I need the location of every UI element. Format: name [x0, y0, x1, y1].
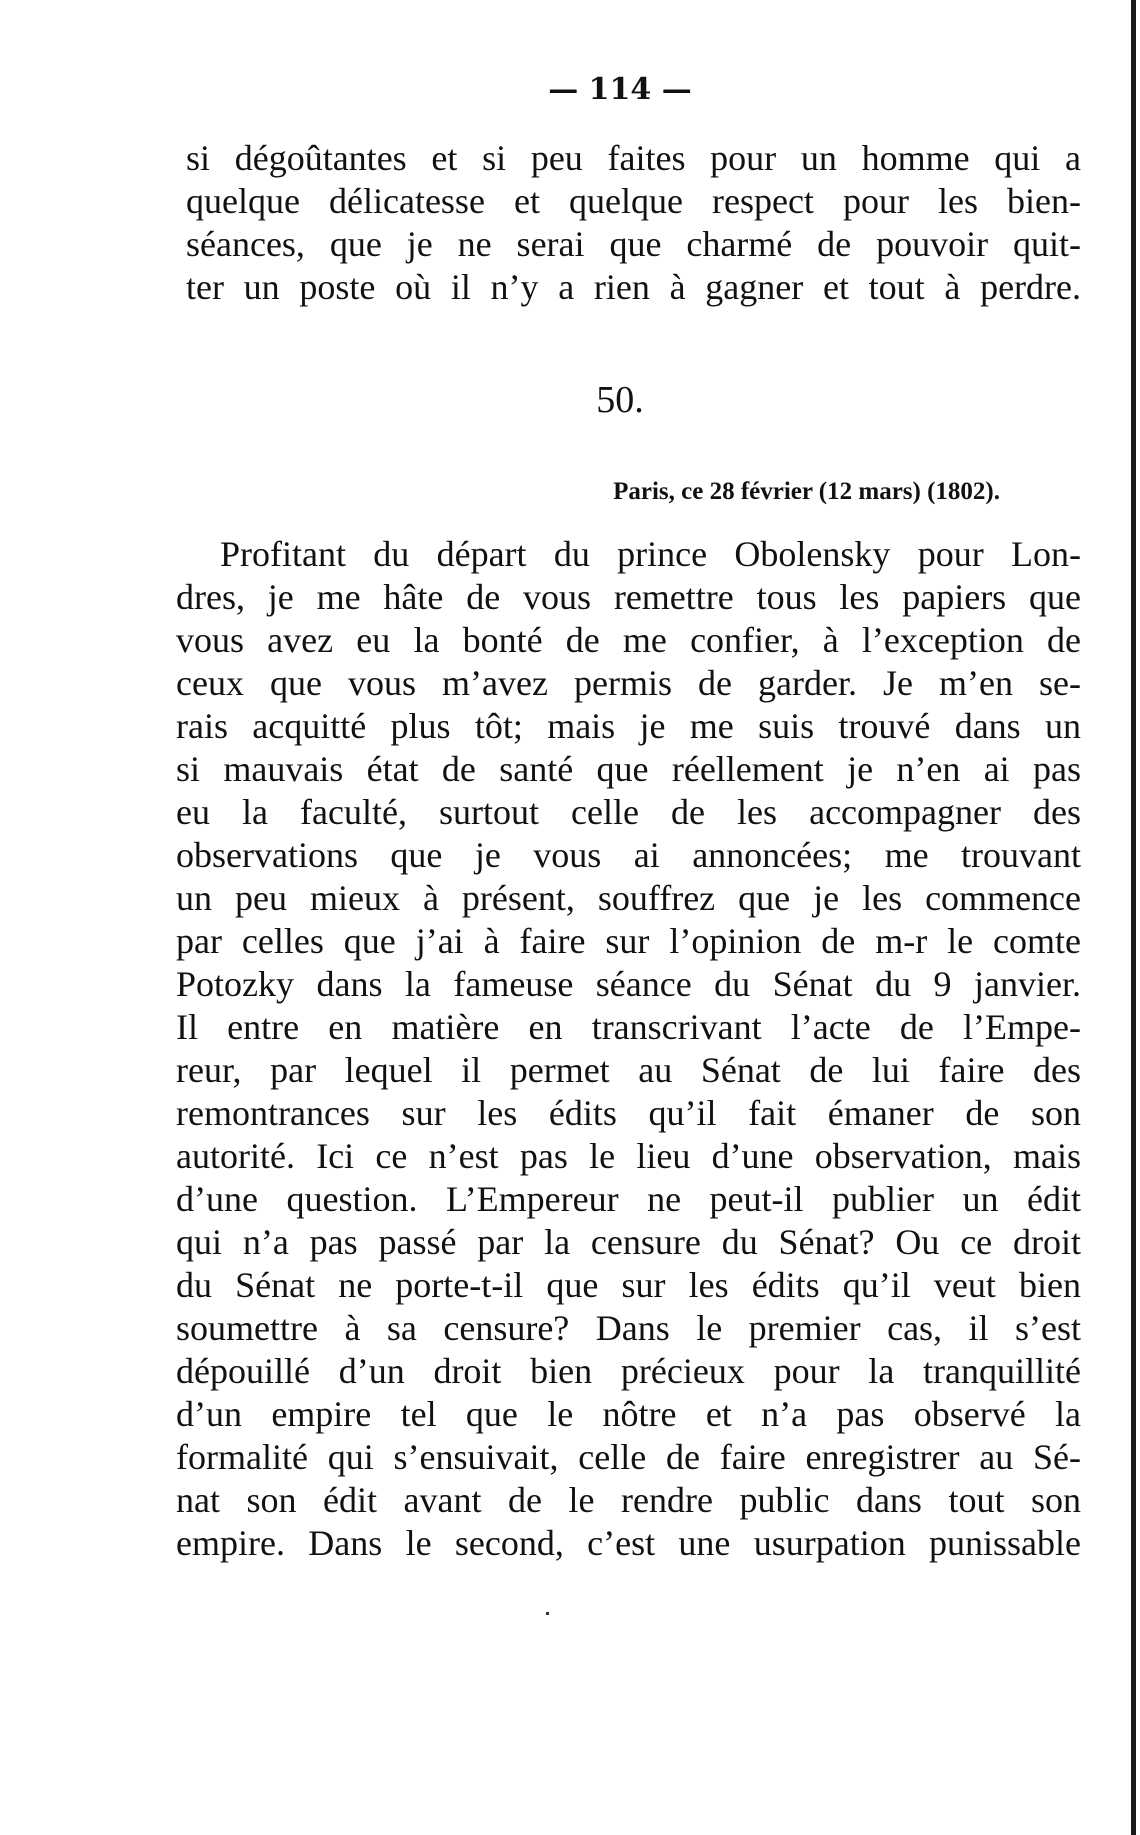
text-line: qui n’a pas passé par la censure du Sénat? Ou ce droit: [176, 1222, 1081, 1262]
text-line: par celles que j’ai à faire sur l’opinion de m-r le comte: [176, 921, 1081, 961]
text-line: si dégoûtantes et si peu faites pour un homme qui a: [186, 138, 1081, 178]
text-line: soumettre à sa censure? Dans le premier cas, il s’est: [176, 1308, 1081, 1348]
letter-dateline: Paris, ce 28 février (12 mars) (1802).: [613, 478, 1000, 505]
text-line: Profitant du départ du prince Obolensky pour Lon-: [220, 534, 1081, 574]
text-line: reur, par lequel il permet au Sénat de lui faire des: [176, 1050, 1081, 1090]
text-line: ter un poste où il n’y a rien à gagner et tout à perdre.: [186, 267, 1081, 307]
text-line: dres, je me hâte de vous remettre tous les papiers que: [176, 577, 1081, 617]
text-line: nat son édit avant de le rendre public dans tout son: [176, 1480, 1081, 1520]
text-line: d’une question. L’Empereur ne peut-il publier un édit: [176, 1179, 1081, 1219]
text-line: séances, que je ne serai que charmé de pouvoir quit-: [186, 224, 1081, 264]
text-line: si mauvais état de santé que réellement je n’en ai pas: [176, 749, 1081, 789]
text-line: ceux que vous m’avez permis de garder. Je m’en se-: [176, 663, 1081, 703]
print-speck: [546, 1612, 549, 1615]
text-line: dépouillé d’un droit bien précieux pour la tranquillité: [176, 1351, 1081, 1391]
text-line: formalité qui s’ensuivait, celle de faire enregistrer au Sé-: [176, 1437, 1081, 1477]
text-line: observations que je vous ai annoncées; me trouvant: [176, 835, 1081, 875]
text-line: empire. Dans le second, c’est une usurpation punissable: [176, 1523, 1081, 1563]
page-edge-shadow: [1131, 0, 1136, 1835]
text-line: rais acquitté plus tôt; mais je me suis trouvé dans un: [176, 706, 1081, 746]
text-line: Il entre en matière en transcrivant l’acte de l’Empe-: [176, 1007, 1081, 1047]
text-line: d’un empire tel que le nôtre et n’a pas observé la: [176, 1394, 1081, 1434]
text-line: autorité. Ici ce n’est pas le lieu d’une observation, mais: [176, 1136, 1081, 1176]
page-number: — 114 —: [548, 72, 692, 107]
text-line: vous avez eu la bonté de me confier, à l’exception de: [176, 620, 1081, 660]
text-line: du Sénat ne porte-t-il que sur les édits qu’il veut bien: [176, 1265, 1081, 1305]
text-line: un peu mieux à présent, souffrez que je les commence: [176, 878, 1081, 918]
text-line: Potozky dans la fameuse séance du Sénat du 9 janvier.: [176, 964, 1081, 1004]
text-line: remontrances sur les édits qu’il fait émaner de son: [176, 1093, 1081, 1133]
text-line: eu la faculté, surtout celle de les accompagner des: [176, 792, 1081, 832]
text-line: quelque délicatesse et quelque respect pour les bien-: [186, 181, 1081, 221]
letter-number: 50.: [596, 379, 644, 421]
